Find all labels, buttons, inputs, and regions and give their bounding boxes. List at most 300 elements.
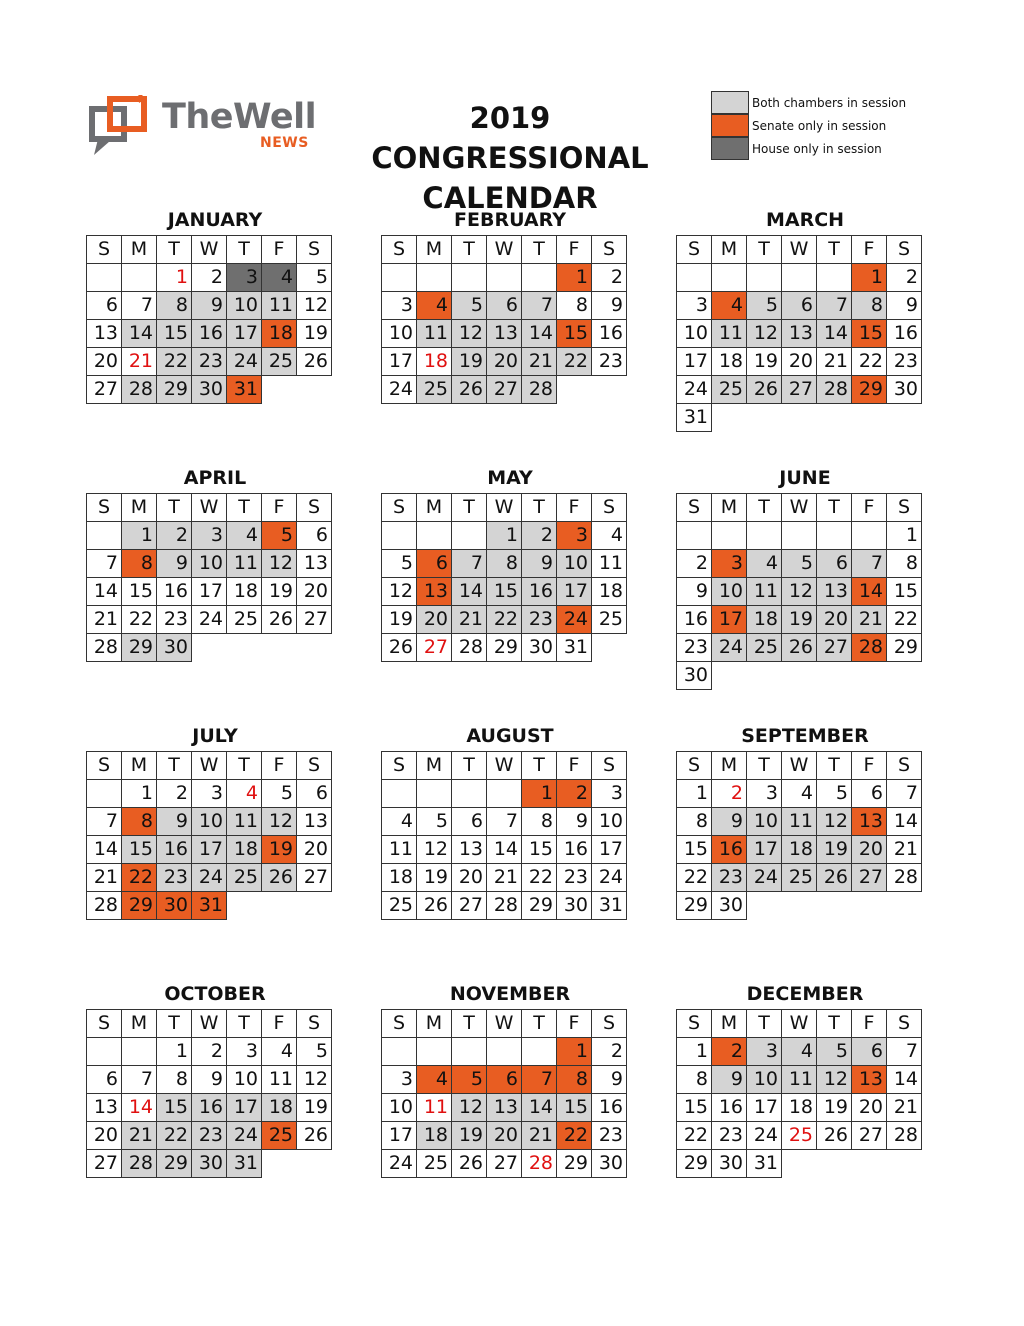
day-cell: 11 xyxy=(782,1066,817,1094)
week-row xyxy=(677,522,922,550)
day-cell: 17 xyxy=(382,1122,417,1150)
day-cell: 15 xyxy=(557,1094,592,1122)
weekday-header: F xyxy=(852,494,887,522)
day-cell: 25 xyxy=(382,892,417,920)
weekday-header: F xyxy=(852,1010,887,1038)
weekday-header: M xyxy=(417,1010,452,1038)
day-cell: 11 xyxy=(592,550,627,578)
week-row xyxy=(677,264,922,292)
day-cell: 6 xyxy=(87,292,122,320)
day-cell: 16 xyxy=(592,320,627,348)
day-cell: 26 xyxy=(452,376,487,404)
month-table xyxy=(86,751,332,920)
day-cell: 28 xyxy=(522,1150,557,1178)
week-row xyxy=(87,892,332,920)
day-cell: 17 xyxy=(747,836,782,864)
day-cell: 5 xyxy=(262,780,297,808)
day-cell: 16 xyxy=(592,1094,627,1122)
empty-cell xyxy=(262,634,297,662)
empty-cell xyxy=(297,376,332,404)
day-cell: 1 xyxy=(122,780,157,808)
day-cell: 2 xyxy=(887,264,922,292)
month-february xyxy=(381,206,639,432)
page-title xyxy=(335,98,685,218)
chat-bubbles-logo-icon xyxy=(88,95,150,159)
week-row xyxy=(87,606,332,634)
month-table xyxy=(676,751,922,920)
day-cell: 27 xyxy=(852,1122,887,1150)
day-cell: 2 xyxy=(192,1038,227,1066)
weekday-header: S xyxy=(87,1010,122,1038)
empty-cell xyxy=(262,376,297,404)
day-cell: 23 xyxy=(712,1122,747,1150)
weekday-header: S xyxy=(677,1010,712,1038)
weekday-header: M xyxy=(122,494,157,522)
day-cell: 14 xyxy=(452,578,487,606)
month-table xyxy=(86,1009,332,1178)
week-row xyxy=(677,836,922,864)
day-cell: 10 xyxy=(192,808,227,836)
day-cell: 1 xyxy=(122,522,157,550)
day-cell: 5 xyxy=(817,1038,852,1066)
day-cell: 20 xyxy=(487,348,522,376)
month-table xyxy=(676,493,922,690)
day-cell: 15 xyxy=(122,578,157,606)
day-cell: 20 xyxy=(782,348,817,376)
day-cell: 12 xyxy=(262,550,297,578)
day-cell: 26 xyxy=(747,376,782,404)
day-cell: 18 xyxy=(227,578,262,606)
day-cell: 2 xyxy=(557,780,592,808)
day-cell: 30 xyxy=(157,892,192,920)
day-cell: 12 xyxy=(817,1066,852,1094)
day-cell: 7 xyxy=(887,780,922,808)
day-cell: 9 xyxy=(592,292,627,320)
day-cell: 24 xyxy=(712,634,747,662)
blank-cell xyxy=(87,780,122,808)
weekday-header: T xyxy=(452,494,487,522)
day-cell: 4 xyxy=(712,292,747,320)
weekday-header: F xyxy=(557,1010,592,1038)
day-cell: 10 xyxy=(227,292,262,320)
day-cell: 16 xyxy=(157,836,192,864)
weekday-header: S xyxy=(297,1010,332,1038)
day-cell: 19 xyxy=(262,836,297,864)
day-cell: 12 xyxy=(297,1066,332,1094)
empty-cell xyxy=(887,1150,922,1178)
weekday-header: S xyxy=(87,752,122,780)
day-cell: 16 xyxy=(192,1094,227,1122)
blank-cell xyxy=(677,522,712,550)
day-cell: 2 xyxy=(157,522,192,550)
day-cell: 14 xyxy=(817,320,852,348)
day-cell: 26 xyxy=(262,864,297,892)
week-row xyxy=(382,808,627,836)
day-cell: 15 xyxy=(852,320,887,348)
day-cell: 30 xyxy=(157,634,192,662)
day-cell: 9 xyxy=(157,550,192,578)
weekday-header: M xyxy=(417,752,452,780)
day-cell: 2 xyxy=(592,264,627,292)
day-cell: 10 xyxy=(557,550,592,578)
weekday-header: T xyxy=(747,236,782,264)
day-cell: 25 xyxy=(227,864,262,892)
day-cell: 14 xyxy=(122,320,157,348)
day-cell: 22 xyxy=(677,864,712,892)
day-cell: 6 xyxy=(782,292,817,320)
day-cell: 1 xyxy=(557,1038,592,1066)
blank-cell xyxy=(87,522,122,550)
week-row xyxy=(677,1094,922,1122)
weekday-header-row xyxy=(677,494,922,522)
day-cell: 23 xyxy=(592,348,627,376)
week-row xyxy=(677,1150,922,1178)
weekday-header: S xyxy=(887,752,922,780)
day-cell: 6 xyxy=(487,1066,522,1094)
day-cell: 9 xyxy=(522,550,557,578)
weekday-header: W xyxy=(782,236,817,264)
day-cell: 30 xyxy=(677,662,712,690)
month-table xyxy=(676,1009,922,1178)
day-cell: 3 xyxy=(227,1038,262,1066)
day-cell: 7 xyxy=(122,1066,157,1094)
day-cell: 19 xyxy=(452,348,487,376)
empty-cell xyxy=(782,662,817,690)
week-row xyxy=(677,578,922,606)
weekday-header: T xyxy=(522,752,557,780)
blank-cell xyxy=(452,522,487,550)
day-cell: 22 xyxy=(677,1122,712,1150)
day-cell: 12 xyxy=(297,292,332,320)
day-cell: 3 xyxy=(747,780,782,808)
blank-cell xyxy=(782,522,817,550)
day-cell: 7 xyxy=(522,292,557,320)
day-cell: 22 xyxy=(487,606,522,634)
weekday-header: W xyxy=(487,236,522,264)
week-row xyxy=(87,1150,332,1178)
blank-cell xyxy=(122,264,157,292)
day-cell: 5 xyxy=(297,264,332,292)
weekday-header: W xyxy=(782,752,817,780)
weekday-header: T xyxy=(452,236,487,264)
weekday-header: T xyxy=(817,752,852,780)
day-cell: 2 xyxy=(192,264,227,292)
day-cell: 22 xyxy=(157,1122,192,1150)
day-cell: 30 xyxy=(192,1150,227,1178)
day-cell: 15 xyxy=(157,320,192,348)
day-cell: 23 xyxy=(192,348,227,376)
weekday-header: T xyxy=(817,494,852,522)
day-cell: 28 xyxy=(817,376,852,404)
weekday-header: S xyxy=(592,1010,627,1038)
week-row xyxy=(677,1038,922,1066)
blank-cell xyxy=(817,522,852,550)
day-cell: 31 xyxy=(192,892,227,920)
weekday-header: M xyxy=(122,236,157,264)
day-cell: 17 xyxy=(712,606,747,634)
day-cell: 14 xyxy=(887,1066,922,1094)
blank-cell xyxy=(417,780,452,808)
day-cell: 18 xyxy=(712,348,747,376)
day-cell: 13 xyxy=(487,1094,522,1122)
empty-cell xyxy=(852,662,887,690)
day-cell: 4 xyxy=(592,522,627,550)
day-cell: 29 xyxy=(677,892,712,920)
empty-cell xyxy=(887,404,922,432)
day-cell: 21 xyxy=(817,348,852,376)
day-cell: 3 xyxy=(712,550,747,578)
day-cell: 16 xyxy=(887,320,922,348)
day-cell: 27 xyxy=(417,634,452,662)
weekday-header: S xyxy=(297,752,332,780)
month-name: JULY xyxy=(192,725,238,747)
empty-cell xyxy=(817,662,852,690)
day-cell: 6 xyxy=(87,1066,122,1094)
empty-cell xyxy=(227,892,262,920)
blank-cell xyxy=(87,1038,122,1066)
day-cell: 22 xyxy=(887,606,922,634)
day-cell: 18 xyxy=(262,320,297,348)
day-cell: 23 xyxy=(712,864,747,892)
week-row xyxy=(87,1066,332,1094)
day-cell: 23 xyxy=(557,864,592,892)
day-cell: 21 xyxy=(887,836,922,864)
day-cell: 10 xyxy=(747,808,782,836)
weekday-header: T xyxy=(157,236,192,264)
day-cell: 12 xyxy=(382,578,417,606)
day-cell: 17 xyxy=(192,578,227,606)
day-cell: 8 xyxy=(557,1066,592,1094)
weekday-header: T xyxy=(227,1010,262,1038)
day-cell: 11 xyxy=(262,292,297,320)
week-row xyxy=(677,606,922,634)
weekday-header: T xyxy=(227,236,262,264)
weekday-header: S xyxy=(677,752,712,780)
day-cell: 23 xyxy=(592,1122,627,1150)
weekday-header: M xyxy=(712,494,747,522)
legend-label-both: Both chambers in session xyxy=(752,95,907,110)
month-name: SEPTEMBER xyxy=(741,725,869,747)
day-cell: 15 xyxy=(887,578,922,606)
month-may xyxy=(381,464,639,690)
day-cell: 14 xyxy=(487,836,522,864)
day-cell: 13 xyxy=(417,578,452,606)
day-cell: 2 xyxy=(592,1038,627,1066)
legend-item-senate xyxy=(711,114,906,137)
day-cell: 17 xyxy=(192,836,227,864)
day-cell: 21 xyxy=(452,606,487,634)
weekday-header-row xyxy=(382,236,627,264)
day-cell: 16 xyxy=(557,836,592,864)
week-row xyxy=(677,348,922,376)
week-row xyxy=(382,1150,627,1178)
day-cell: 23 xyxy=(157,606,192,634)
week-row xyxy=(382,320,627,348)
month-november xyxy=(381,980,639,1206)
weekday-header: M xyxy=(712,1010,747,1038)
day-cell: 15 xyxy=(557,320,592,348)
day-cell: 4 xyxy=(417,292,452,320)
day-cell: 8 xyxy=(487,550,522,578)
week-row xyxy=(382,1094,627,1122)
day-cell: 26 xyxy=(417,892,452,920)
empty-cell xyxy=(817,892,852,920)
weekday-header-row xyxy=(677,752,922,780)
day-cell: 24 xyxy=(592,864,627,892)
day-cell: 29 xyxy=(122,634,157,662)
weekday-header: T xyxy=(157,494,192,522)
day-cell: 1 xyxy=(487,522,522,550)
day-cell: 14 xyxy=(87,578,122,606)
day-cell: 22 xyxy=(122,606,157,634)
day-cell: 6 xyxy=(817,550,852,578)
day-cell: 4 xyxy=(417,1066,452,1094)
day-cell: 27 xyxy=(452,892,487,920)
day-cell: 17 xyxy=(557,578,592,606)
week-row xyxy=(87,634,332,662)
day-cell: 3 xyxy=(227,264,262,292)
weekday-header: F xyxy=(262,1010,297,1038)
week-row xyxy=(87,264,332,292)
weekday-header: W xyxy=(192,1010,227,1038)
day-cell: 5 xyxy=(747,292,782,320)
day-cell: 29 xyxy=(887,634,922,662)
day-cell: 25 xyxy=(417,376,452,404)
day-cell: 18 xyxy=(782,836,817,864)
weekday-header: T xyxy=(522,494,557,522)
day-cell: 21 xyxy=(852,606,887,634)
day-cell: 13 xyxy=(452,836,487,864)
day-cell: 3 xyxy=(192,522,227,550)
day-cell: 11 xyxy=(227,808,262,836)
day-cell: 28 xyxy=(122,376,157,404)
logo-subtitle: NEWS xyxy=(260,135,309,151)
month-name: MARCH xyxy=(765,209,845,231)
week-row xyxy=(87,320,332,348)
day-cell: 11 xyxy=(712,320,747,348)
day-cell: 1 xyxy=(522,780,557,808)
weekday-header: F xyxy=(557,236,592,264)
weekday-header: F xyxy=(557,752,592,780)
day-cell: 27 xyxy=(297,864,332,892)
blank-cell xyxy=(747,522,782,550)
day-cell: 30 xyxy=(557,892,592,920)
day-cell: 2 xyxy=(712,1038,747,1066)
weekday-header: S xyxy=(297,236,332,264)
blank-cell xyxy=(522,264,557,292)
day-cell: 6 xyxy=(852,780,887,808)
day-cell: 25 xyxy=(417,1150,452,1178)
months-grid xyxy=(86,206,936,1206)
day-cell: 26 xyxy=(817,864,852,892)
weekday-header: S xyxy=(382,1010,417,1038)
weekday-header-row xyxy=(382,494,627,522)
day-cell: 26 xyxy=(782,634,817,662)
day-cell: 11 xyxy=(262,1066,297,1094)
day-cell: 25 xyxy=(747,634,782,662)
empty-cell xyxy=(592,376,627,404)
day-cell: 25 xyxy=(262,1122,297,1150)
month-september xyxy=(676,722,934,948)
title-line-1: 2019 CONGRESSIONAL xyxy=(371,101,649,175)
day-cell: 15 xyxy=(677,836,712,864)
weekday-header-row xyxy=(87,1010,332,1038)
week-row xyxy=(382,634,627,662)
day-cell: 19 xyxy=(382,606,417,634)
day-cell: 18 xyxy=(592,578,627,606)
day-cell: 3 xyxy=(557,522,592,550)
day-cell: 4 xyxy=(262,1038,297,1066)
weekday-header: M xyxy=(712,236,747,264)
day-cell: 21 xyxy=(87,606,122,634)
day-cell: 26 xyxy=(382,634,417,662)
day-cell: 16 xyxy=(522,578,557,606)
day-cell: 3 xyxy=(592,780,627,808)
day-cell: 27 xyxy=(87,1150,122,1178)
day-cell: 23 xyxy=(677,634,712,662)
week-row xyxy=(382,892,627,920)
day-cell: 3 xyxy=(747,1038,782,1066)
week-row xyxy=(677,1066,922,1094)
day-cell: 6 xyxy=(297,780,332,808)
weekday-header: T xyxy=(522,236,557,264)
day-cell: 10 xyxy=(712,578,747,606)
blank-cell xyxy=(382,780,417,808)
day-cell: 7 xyxy=(87,808,122,836)
week-row xyxy=(677,376,922,404)
legend-label-senate: Senate only in session xyxy=(752,118,887,133)
week-row xyxy=(382,1038,627,1066)
month-january xyxy=(86,206,344,432)
logo-wordmark: TheWell xyxy=(162,97,317,137)
legend-swatch-both xyxy=(711,91,749,114)
day-cell: 24 xyxy=(747,1122,782,1150)
day-cell: 30 xyxy=(712,892,747,920)
day-cell: 13 xyxy=(297,550,332,578)
empty-cell xyxy=(852,892,887,920)
week-row xyxy=(87,522,332,550)
day-cell: 9 xyxy=(192,292,227,320)
blank-cell xyxy=(782,264,817,292)
day-cell: 15 xyxy=(677,1094,712,1122)
day-cell: 19 xyxy=(782,606,817,634)
day-cell: 23 xyxy=(887,348,922,376)
month-table xyxy=(381,493,627,662)
weekday-header: S xyxy=(87,494,122,522)
week-row xyxy=(677,808,922,836)
day-cell: 7 xyxy=(817,292,852,320)
day-cell: 20 xyxy=(852,836,887,864)
day-cell: 19 xyxy=(262,578,297,606)
day-cell: 29 xyxy=(157,1150,192,1178)
week-row xyxy=(382,578,627,606)
day-cell: 17 xyxy=(227,320,262,348)
day-cell: 9 xyxy=(192,1066,227,1094)
day-cell: 27 xyxy=(487,376,522,404)
weekday-header: F xyxy=(262,494,297,522)
day-cell: 10 xyxy=(747,1066,782,1094)
day-cell: 31 xyxy=(557,634,592,662)
weekday-header: S xyxy=(592,236,627,264)
blank-cell xyxy=(522,1038,557,1066)
day-cell: 28 xyxy=(122,1150,157,1178)
day-cell: 7 xyxy=(122,292,157,320)
day-cell: 6 xyxy=(852,1038,887,1066)
blank-cell xyxy=(452,1038,487,1066)
day-cell: 26 xyxy=(297,348,332,376)
day-cell: 18 xyxy=(382,864,417,892)
day-cell: 20 xyxy=(817,606,852,634)
